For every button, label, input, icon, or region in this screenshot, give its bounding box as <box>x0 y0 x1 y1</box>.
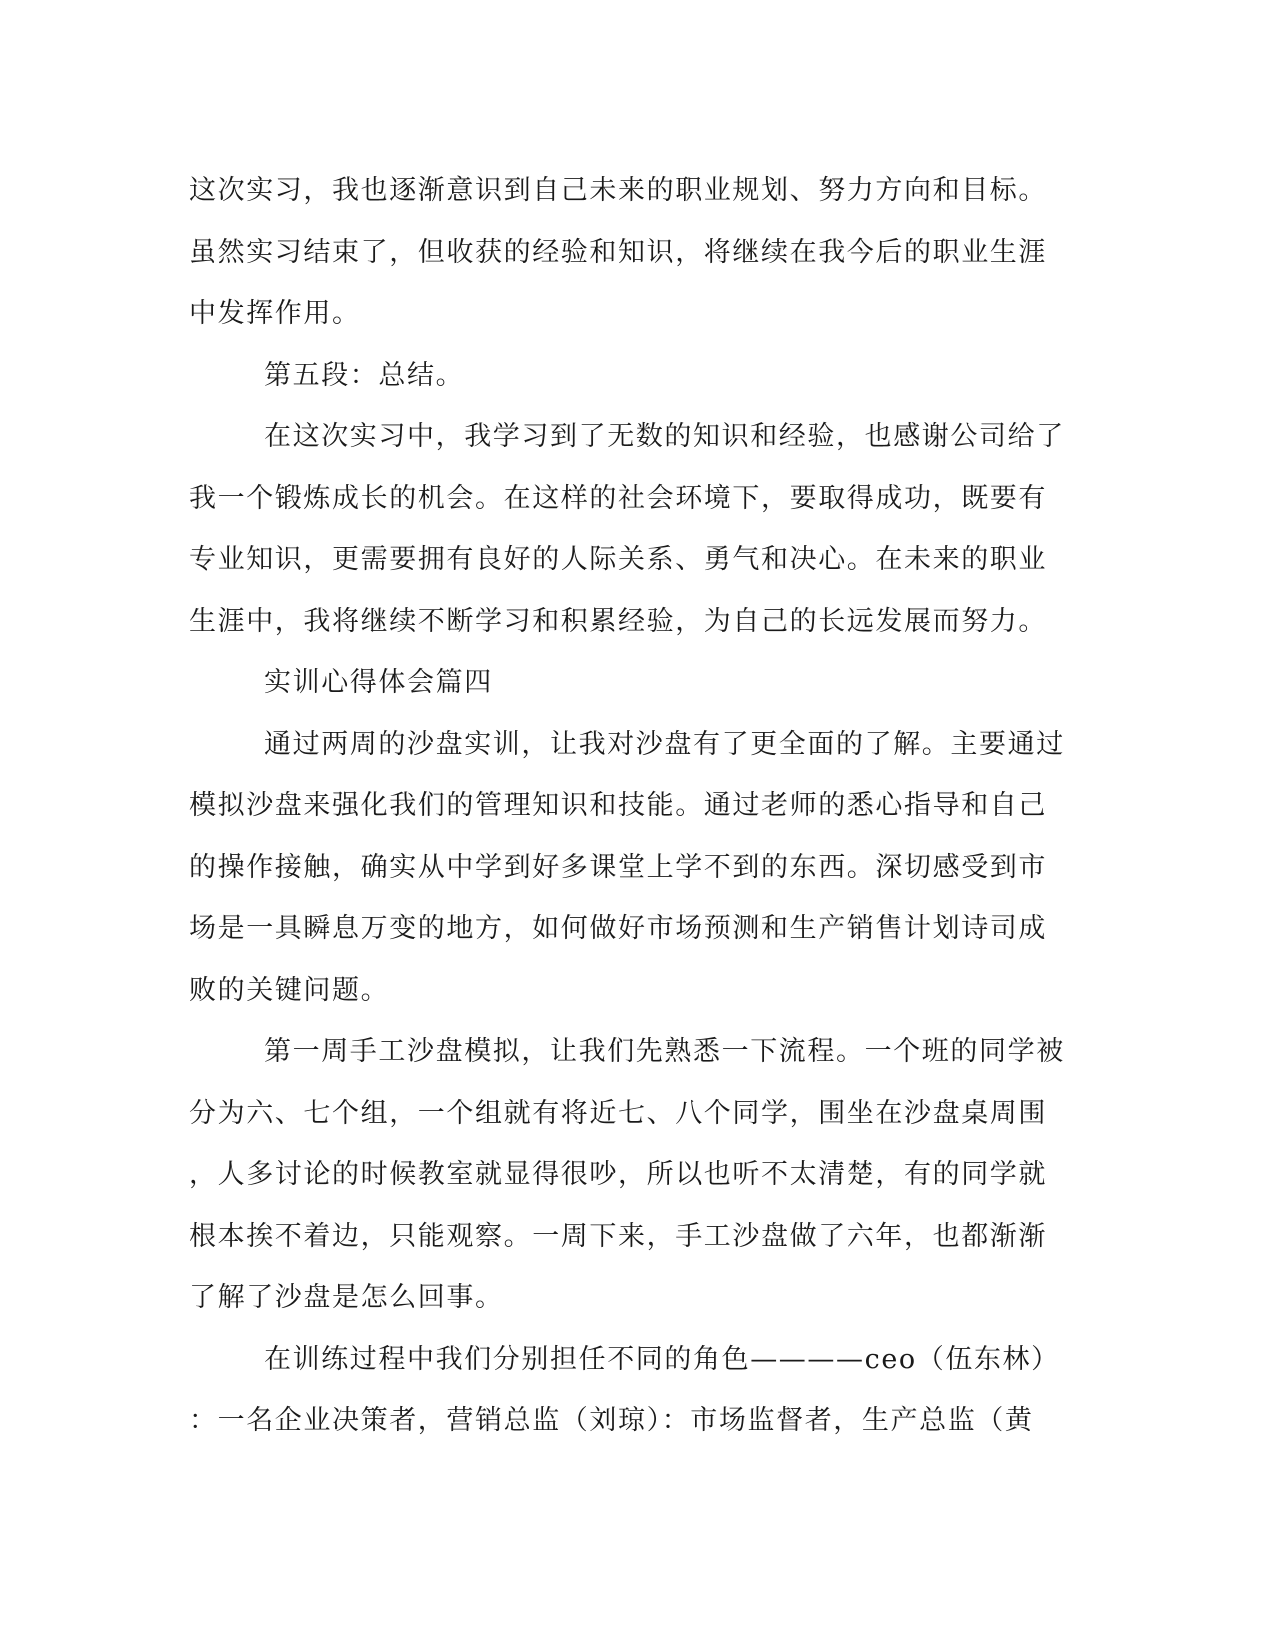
text-line-17: ，人多讨论的时候教室就显得很吵，所以也听不太清楚，有的同学就 <box>189 1159 1047 1190</box>
text-line-20: 在训练过程中我们分别担任不同的角色————ceo（伍东林） <box>264 1343 1060 1375</box>
text-line-15: 第一周手工沙盘模拟，让我们先熟悉一下流程。一个班的同学被 <box>264 1036 1065 1067</box>
section-title-4: 实训心得体会篇四 <box>264 667 493 698</box>
text-line-12: 的操作接触，确实从中学到好多课堂上学不到的东西。深切感受到市 <box>189 851 1047 883</box>
text-line-18: 根本挨不着边，只能观察。一周下来，手工沙盘做了六年，也都渐渐 <box>189 1220 1047 1252</box>
text-line-19: 了解了沙盘是怎么回事。 <box>189 1282 504 1313</box>
text-line-2: 虽然实习结束了，但收获的经验和知识，将继续在我今后的职业生涯 <box>189 236 1047 268</box>
document-body <box>189 160 1069 1452</box>
text-line-14: 败的关键问题。 <box>189 974 390 1006</box>
text-line-5: 在这次实习中，我学习到了无数的知识和经验，也感谢公司给了 <box>264 421 1065 452</box>
text-line-13: 场是一具瞬息万变的地方，如何做好市场预测和生产销售计划诗司成 <box>189 913 1047 944</box>
text-line-3: 中发挥作用。 <box>189 298 361 329</box>
text-line-6: 我一个锻炼成长的机会。在这样的社会环境下，要取得成功，既要有 <box>189 482 1047 514</box>
text-line-1: 这次实习，我也逐渐意识到自己未来的职业规划、努力方向和目标。 <box>189 175 1047 206</box>
text-line-8: 生涯中，我将继续不断学习和积累经验，为自己的长远发展而努力。 <box>189 605 1047 637</box>
text-line-21: ：一名企业决策者，营销总监（刘琼）：市场监督者，生产总监（黄 <box>189 1405 1034 1436</box>
text-line-11: 模拟沙盘来强化我们的管理知识和技能。通过老师的悉心指导和自己 <box>189 790 1047 821</box>
text-line-7: 专业知识，更需要拥有良好的人际关系、勇气和决心。在未来的职业 <box>189 544 1047 575</box>
text-line-16: 分为六、七个组，一个组就有将近七、八个同学，围坐在沙盘桌周围 <box>189 1097 1047 1129</box>
section-heading-5: 第五段：总结。 <box>264 359 465 391</box>
text-line-10: 通过两周的沙盘实训，让我对沙盘有了更全面的了解。主要通过 <box>264 728 1065 760</box>
